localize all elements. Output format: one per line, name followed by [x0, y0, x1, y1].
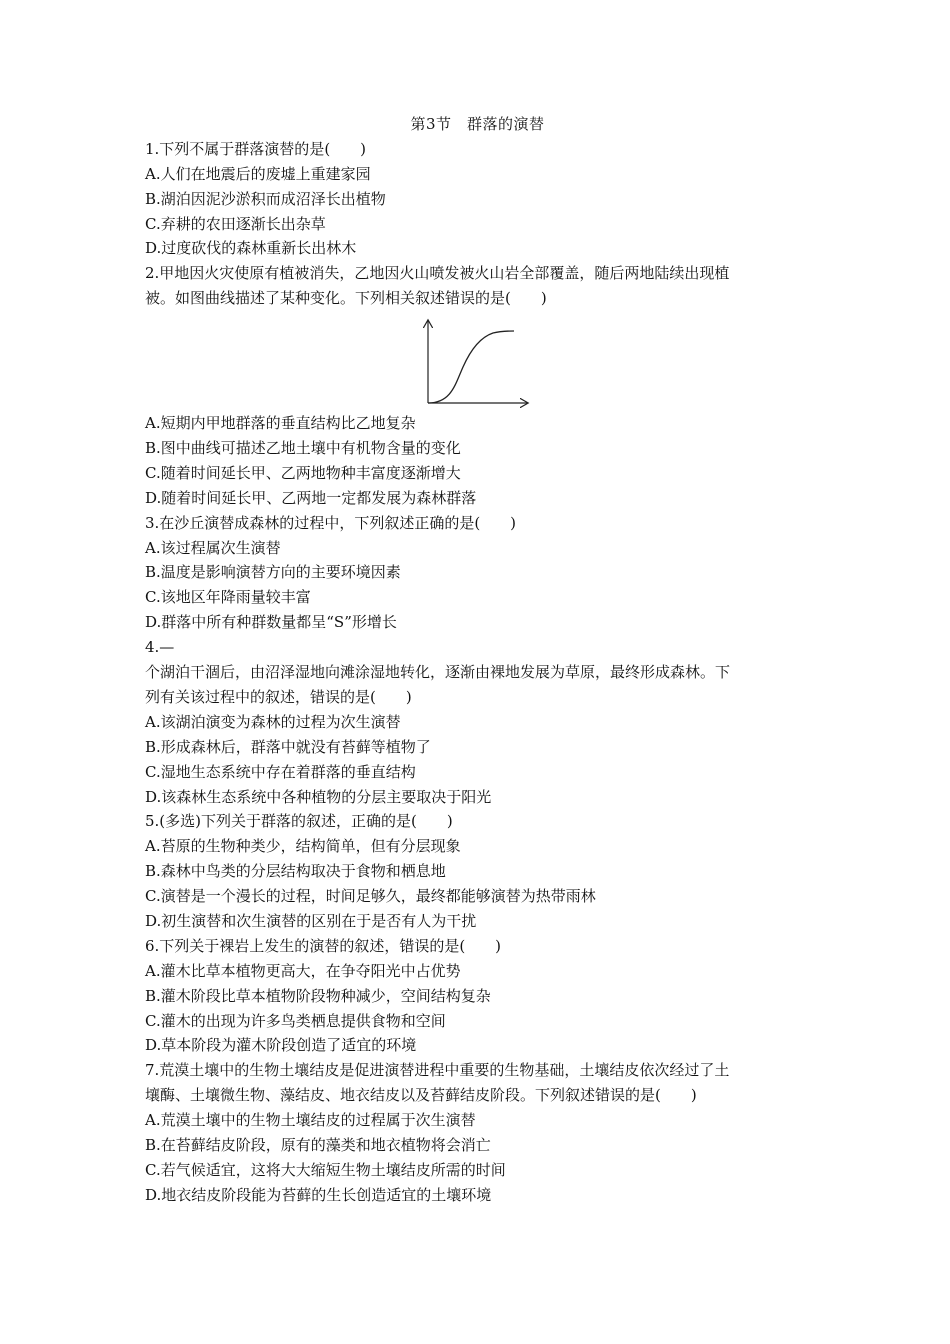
- option-d: D.随着时间延长甲、乙两地一定都发展为森林群落: [145, 488, 477, 507]
- option-d: D.草本阶段为灌木阶段创造了适宜的环境: [145, 1036, 417, 1055]
- s-curve-figure: [145, 311, 810, 411]
- question-1: [145, 137, 810, 261]
- option-a: A.灌木比草本植物更高大，在争夺阳光中占优势: [145, 961, 461, 980]
- question-stem: 1.下列不属于群落演替的是( ): [145, 139, 367, 158]
- option-a: A.人们在地震后的废墟上重建家园: [145, 164, 371, 183]
- option-c: C.弃耕的农田逐渐长出杂草: [145, 214, 326, 233]
- option-a: A.荒漠土壤中的生物土壤结皮的过程属于次生演替: [145, 1111, 476, 1130]
- question-7: [145, 1058, 810, 1207]
- s-curve-line: [428, 331, 514, 403]
- option-d: D.地衣结皮阶段能为苔藓的生长创造适宜的土壤环境: [145, 1185, 492, 1204]
- question-stem: 壤酶、土壤微生物、藻结皮、地衣结皮以及苔藓结皮阶段。下列叙述错误的是( ): [145, 1086, 697, 1105]
- question-stem: 6.下列关于裸岩上发生的演替的叙述，错误的是( ): [145, 936, 502, 955]
- option-b: B.温度是影响演替方向的主要环境因素: [145, 563, 401, 582]
- question-stem: 2.甲地因火灾使原有植被消失，乙地因火山喷发被火山岩全部覆盖，随后两地陆续出现植: [145, 264, 730, 283]
- option-b: B.图中曲线可描述乙地土壤中有机物含量的变化: [145, 439, 461, 458]
- question-stem: 个湖泊干涸后，由沼泽湿地向滩涂湿地转化，逐渐由裸地发展为草原，最终形成森林。下: [145, 663, 731, 682]
- option-c: C.灌木的出现为许多鸟类栖息提供食物和空间: [145, 1011, 446, 1030]
- option-c: C.该地区年降雨量较丰富: [145, 588, 311, 607]
- question-stem: 4.—: [145, 638, 175, 657]
- s-curve-graph: [423, 315, 533, 409]
- option-b: B.在苔藓结皮阶段，原有的藻类和地衣植物将会消亡: [145, 1135, 491, 1154]
- option-c: C.湿地生态系统中存在着群落的垂直结构: [145, 762, 416, 781]
- option-c: C.若气候适宜，这将大大缩短生物土壤结皮所需的时间: [145, 1160, 506, 1179]
- option-b: B.灌木阶段比草本植物阶段物种减少，空间结构复杂: [145, 986, 491, 1005]
- option-a: A.苔原的生物种类少，结构简单，但有分层现象: [145, 837, 461, 856]
- option-a: A.短期内甲地群落的垂直结构比乙地复杂: [145, 414, 416, 433]
- question-4: [145, 635, 810, 809]
- question-5: [145, 809, 810, 933]
- question-2: [145, 261, 810, 510]
- option-c: C.随着时间延长甲、乙两地物种丰富度逐渐增大: [145, 463, 461, 482]
- question-stem: 被。如图曲线描述了某种变化。下列相关叙述错误的是( ): [145, 289, 547, 308]
- question-3: [145, 511, 810, 635]
- option-d: D.该森林生态系统中各种植物的分层主要取决于阳光: [145, 787, 492, 806]
- option-c: C.演替是一个漫长的过程，时间足够久，最终都能够演替为热带雨林: [145, 887, 596, 906]
- option-b: B.湖泊因泥沙淤积而成沼泽长出植物: [145, 189, 386, 208]
- document-page: [145, 112, 810, 1208]
- option-b: B.森林中鸟类的分层结构取决于食物和栖息地: [145, 862, 446, 881]
- option-b: B.形成森林后，群落中就没有苔藓等植物了: [145, 737, 431, 756]
- question-stem: 3.在沙丘演替成森林的过程中，下列叙述正确的是( ): [145, 513, 517, 532]
- option-a: A.该过程属次生演替: [145, 538, 281, 557]
- section-title: 第3节 群落的演替: [410, 115, 545, 133]
- question-6: [145, 934, 810, 1058]
- question-stem: 5.(多选)下列关于群落的叙述，正确的是( ): [145, 812, 453, 831]
- option-d: D.过度砍伐的森林重新长出林木: [145, 239, 357, 258]
- option-a: A.该湖泊演变为森林的过程为次生演替: [145, 712, 401, 731]
- option-d: D.群落中所有种群数量都呈“S”形增长: [145, 613, 397, 632]
- question-stem: 列有关该过程中的叙述，错误的是( ): [145, 687, 412, 706]
- option-d: D.初生演替和次生演替的区别在于是否有人为干扰: [145, 911, 477, 930]
- question-stem: 7.荒漠土壤中的生物土壤结皮是促进演替进程中重要的生物基础，土壤结皮依次经过了土: [145, 1061, 730, 1080]
